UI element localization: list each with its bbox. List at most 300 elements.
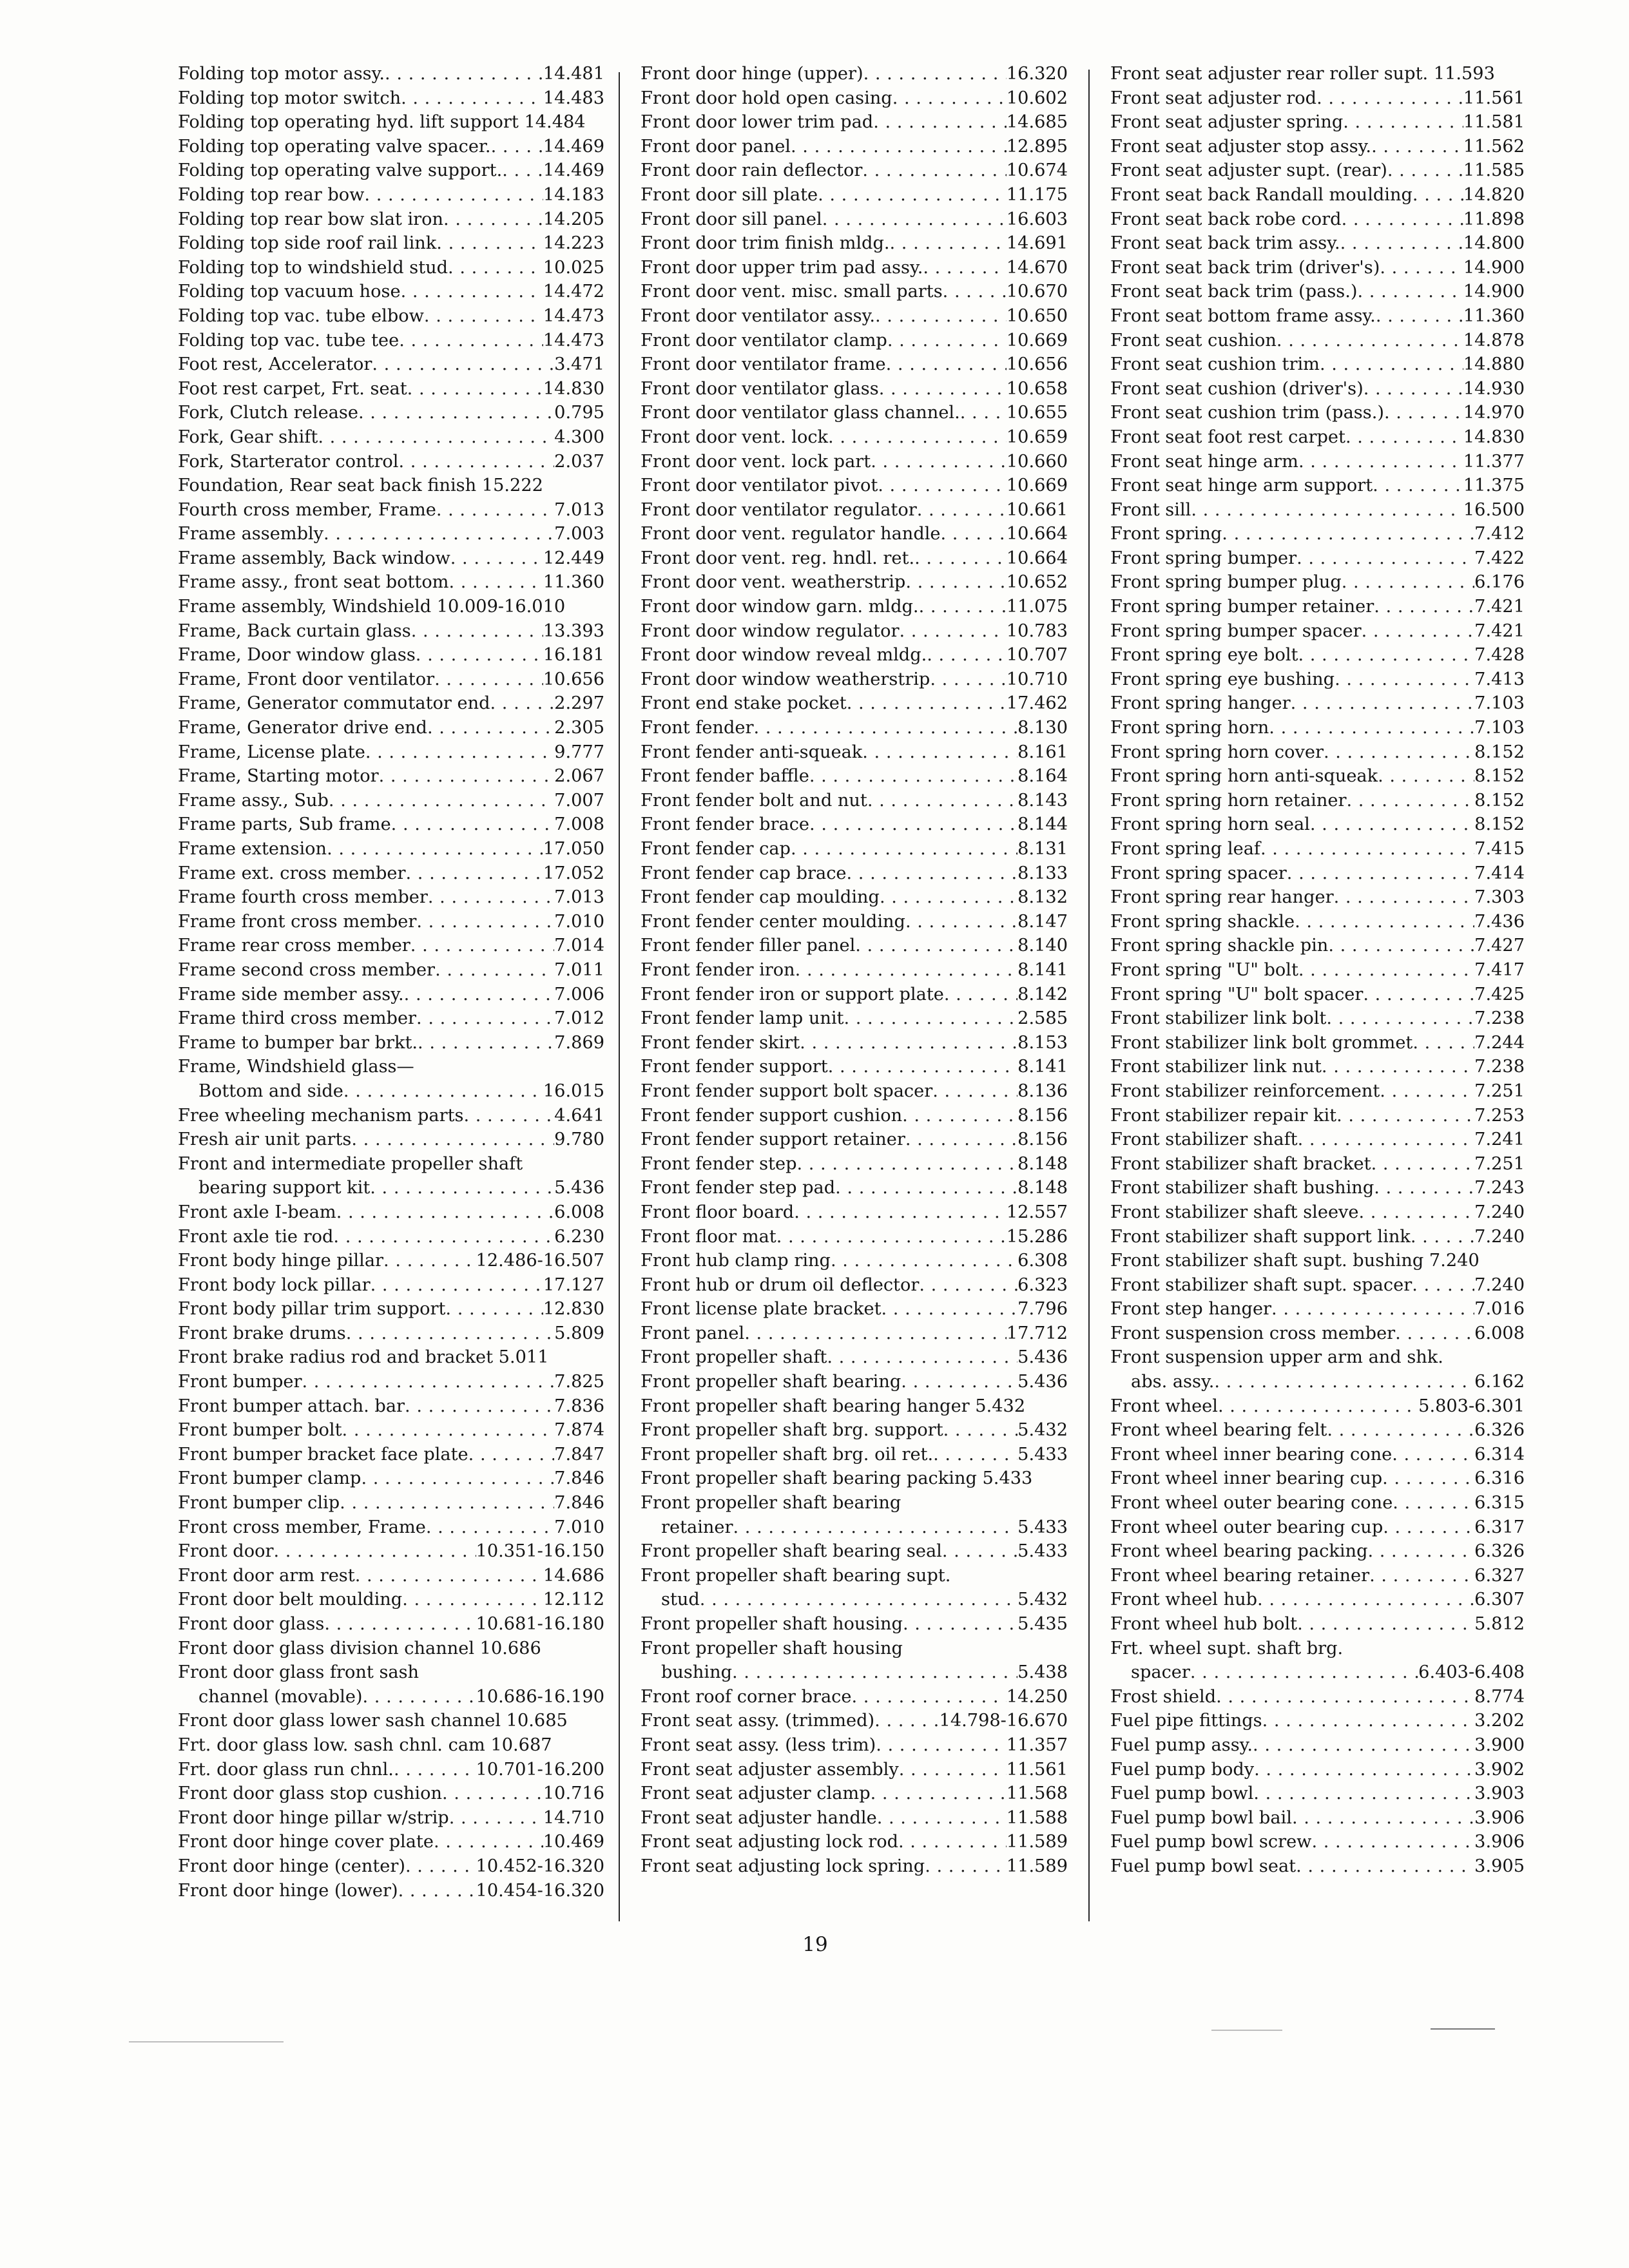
entry-reference: 7.415 bbox=[1474, 839, 1525, 859]
dot-leader bbox=[1296, 546, 1474, 571]
entry-name: Folding top rear bow bbox=[178, 184, 365, 205]
dot-leader bbox=[862, 740, 1017, 765]
entry-name: Front seat cushion trim (pass.) bbox=[1110, 403, 1384, 423]
entry-reference: 12.557 bbox=[1006, 1202, 1068, 1222]
entry-reference: 10.664 bbox=[1006, 548, 1068, 568]
entry-name: Front brake drums bbox=[178, 1323, 346, 1343]
dot-leader bbox=[385, 62, 543, 86]
index-entry bbox=[178, 522, 604, 546]
entry-name: Front door ventilator frame bbox=[641, 354, 886, 375]
dot-leader bbox=[1363, 983, 1474, 1007]
dot-leader bbox=[1343, 110, 1463, 135]
index-entry bbox=[178, 1297, 604, 1321]
entry-reference: 10.661 bbox=[1006, 499, 1068, 520]
index-entry bbox=[641, 1104, 1068, 1128]
dot-leader bbox=[273, 1539, 476, 1564]
index-entry bbox=[641, 716, 1068, 740]
entry-name: Front spring bumper spacer bbox=[1110, 620, 1362, 641]
index-entry bbox=[641, 764, 1068, 789]
entry-reference: 6.008 bbox=[554, 1202, 604, 1222]
entry-reference: 8.156 bbox=[1017, 1129, 1068, 1150]
index-entry bbox=[178, 1225, 604, 1249]
entry-reference: 11.589 bbox=[1006, 1832, 1068, 1852]
dot-leader bbox=[333, 1225, 554, 1249]
index-entry bbox=[641, 1321, 1068, 1346]
entry-name: Front bumper attach. bar bbox=[178, 1396, 405, 1416]
dot-leader bbox=[448, 570, 543, 595]
dot-leader bbox=[436, 498, 554, 523]
entry-reference: 8.774 bbox=[1474, 1686, 1525, 1707]
entry-name: Front seat back Randall moulding bbox=[1110, 184, 1412, 205]
entry-name: Front propeller shaft bearing supt. bbox=[641, 1565, 951, 1586]
index-entry bbox=[1110, 1491, 1525, 1515]
index-entry bbox=[178, 329, 604, 353]
entry-name: Front fender support cushion bbox=[641, 1105, 903, 1126]
entry-name: Front door arm rest bbox=[178, 1565, 355, 1586]
dot-leader bbox=[1383, 1515, 1474, 1540]
index-entry bbox=[1110, 159, 1525, 183]
dot-leader bbox=[843, 1006, 1017, 1031]
dot-leader bbox=[1334, 885, 1475, 910]
index-entry bbox=[1110, 595, 1525, 619]
entry-name: Front bumper bolt bbox=[178, 1420, 342, 1441]
dot-leader bbox=[1371, 1152, 1475, 1177]
dot-leader bbox=[372, 352, 554, 377]
index-entry bbox=[641, 1637, 1068, 1661]
entry-reference: 11.375 bbox=[1463, 476, 1525, 496]
dot-leader bbox=[426, 1515, 554, 1540]
dot-leader bbox=[1327, 1418, 1474, 1443]
index-entry bbox=[178, 110, 604, 135]
entry-name: Front spring horn cover bbox=[1110, 742, 1324, 762]
dot-leader bbox=[1395, 1321, 1474, 1346]
entry-reference: 7.428 bbox=[1474, 645, 1525, 666]
entry-name: Front door vent. lock part bbox=[641, 451, 871, 472]
entry-name: Front spring "U" bolt bbox=[1110, 959, 1298, 980]
dot-leader bbox=[1291, 691, 1475, 716]
entry-reference: 14.473 bbox=[543, 305, 604, 326]
index-entry bbox=[641, 1273, 1068, 1298]
entry-name: Front stabilizer link bolt grommet bbox=[1110, 1032, 1413, 1053]
index-entry bbox=[641, 425, 1068, 450]
entry-reference: 5.803-6.301 bbox=[1418, 1396, 1525, 1416]
index-entry bbox=[178, 1491, 604, 1515]
entry-name: Frame assy., Sub bbox=[178, 790, 329, 811]
dot-leader bbox=[405, 1394, 554, 1419]
entry-name: Front door glass bbox=[178, 1614, 325, 1634]
entry-reference: 5.433 bbox=[1017, 1541, 1068, 1562]
entry-name: Front door ventilator clamp bbox=[641, 330, 887, 351]
index-entry bbox=[178, 474, 604, 498]
dot-leader bbox=[923, 256, 1007, 280]
index-entry bbox=[1110, 1588, 1525, 1612]
dot-leader bbox=[1254, 1758, 1474, 1782]
entry-reference: 14.878 bbox=[1463, 330, 1525, 351]
entry-name: Front seat cushion trim bbox=[1110, 354, 1320, 375]
index-entry bbox=[178, 256, 604, 280]
entry-name: Front fender support retainer bbox=[641, 1129, 905, 1150]
dot-leader bbox=[1374, 1176, 1474, 1200]
index-entry bbox=[178, 1466, 604, 1491]
entry-name: Front body pillar trim support bbox=[178, 1299, 446, 1320]
entry-reference: 3.903 bbox=[1474, 1783, 1525, 1804]
dot-leader bbox=[890, 231, 1007, 256]
entry-name: Frt. door glass run chnl. bbox=[178, 1759, 394, 1780]
index-entry bbox=[1110, 885, 1525, 910]
index-entry bbox=[641, 135, 1068, 159]
entry-name: Front door ventilator glass bbox=[641, 378, 879, 399]
index-entry bbox=[641, 740, 1068, 765]
entry-name: Folding top side roof rail link bbox=[178, 233, 437, 254]
dot-leader bbox=[343, 1079, 543, 1104]
dot-leader bbox=[424, 304, 543, 329]
dot-leader bbox=[827, 1345, 1017, 1370]
entry-reference: 7.836 bbox=[554, 1396, 604, 1416]
dot-leader bbox=[871, 1782, 1007, 1806]
entry-name: Front door hinge (lower) bbox=[178, 1880, 398, 1901]
entry-name: retainer bbox=[661, 1517, 733, 1537]
entry-name: Front fender bbox=[641, 718, 754, 738]
dot-leader bbox=[1298, 958, 1474, 983]
entry-name: Front end stake pocket bbox=[641, 693, 847, 714]
index-entry bbox=[178, 1879, 604, 1903]
entry-name: Front seat cushion (driver's) bbox=[1110, 378, 1364, 399]
index-entry bbox=[1110, 304, 1525, 329]
dot-leader bbox=[1364, 377, 1463, 401]
entry-reference: 6.403-6.408 bbox=[1418, 1662, 1525, 1683]
index-entry bbox=[641, 1564, 1068, 1588]
index-entry bbox=[641, 983, 1068, 1007]
dot-leader bbox=[828, 1055, 1017, 1079]
index-entry bbox=[178, 231, 604, 256]
entry-name: Front seat adjuster spring bbox=[1110, 112, 1344, 133]
dot-leader bbox=[1269, 716, 1474, 740]
entry-reference: 7.238 bbox=[1474, 1008, 1525, 1029]
entry-reference: 14.800 bbox=[1463, 233, 1525, 254]
index-entry bbox=[641, 837, 1068, 861]
index-entry bbox=[1110, 1660, 1525, 1685]
entry-name: Front floor board bbox=[641, 1202, 795, 1222]
entry-reference: 7.846 bbox=[554, 1493, 604, 1514]
entry-reference: 7.010 bbox=[554, 1517, 604, 1537]
index-entry bbox=[641, 1612, 1068, 1637]
index-entry bbox=[1110, 352, 1525, 377]
index-entry bbox=[178, 135, 604, 159]
dot-leader bbox=[427, 716, 554, 740]
index-entry bbox=[641, 619, 1068, 644]
entry-name: Front stabilizer shaft bbox=[1110, 1129, 1298, 1150]
entry-name: Front propeller shaft bearing seal bbox=[641, 1541, 942, 1562]
dot-leader bbox=[468, 1443, 555, 1467]
entry-reference: 11.588 bbox=[1006, 1807, 1068, 1828]
index-entry bbox=[641, 958, 1068, 983]
index-entry bbox=[178, 1394, 604, 1419]
entry-name: Folding top vac. tube tee bbox=[178, 330, 400, 351]
dot-leader bbox=[795, 958, 1017, 983]
entry-reference: 10.602 bbox=[1006, 88, 1068, 108]
entry-name: Front bumper bbox=[178, 1372, 302, 1392]
index-entry bbox=[178, 352, 604, 377]
index-entry bbox=[1110, 1394, 1525, 1419]
entry-reference: 6.326 bbox=[1474, 1420, 1525, 1441]
entry-reference: 15.286 bbox=[1006, 1226, 1068, 1247]
index-entry bbox=[1110, 1782, 1525, 1806]
index-entry bbox=[1110, 1806, 1525, 1831]
entry-name: Frost shield bbox=[1110, 1686, 1217, 1707]
dot-leader bbox=[1335, 668, 1474, 692]
index-entry bbox=[641, 329, 1068, 353]
entry-name: Front fender support bbox=[641, 1057, 828, 1077]
index-entry bbox=[1110, 1758, 1525, 1782]
entry-reference: 8.133 bbox=[1017, 863, 1068, 883]
index-entry bbox=[641, 183, 1068, 207]
dot-leader bbox=[1378, 764, 1474, 789]
entry-name: spacer bbox=[1131, 1662, 1190, 1683]
index-entry bbox=[178, 62, 604, 86]
entry-name: Front propeller shaft housing bbox=[641, 1614, 903, 1634]
index-entry bbox=[1110, 546, 1525, 571]
entry-name: Front spring horn seal bbox=[1110, 814, 1310, 835]
entry-name: Frame, Back curtain glass bbox=[178, 620, 411, 641]
entry-reference: 7.008 bbox=[554, 814, 604, 835]
scan-artifact-line bbox=[1431, 2028, 1495, 2030]
entry-name: Frame assy., front seat bottom bbox=[178, 572, 449, 593]
entry-reference: 5.435 bbox=[1017, 1614, 1068, 1634]
entry-reference: 11.562 bbox=[1463, 136, 1525, 157]
entry-name: Foundation, Rear seat back finish 15.222 bbox=[178, 476, 543, 496]
entry-name: Frame side member assy. bbox=[178, 984, 404, 1004]
index-entry bbox=[641, 256, 1068, 280]
dot-leader bbox=[1393, 1491, 1474, 1515]
entry-name: Frt. door glass low. sash chnl. cam 10.687 bbox=[178, 1735, 552, 1755]
dot-leader bbox=[822, 207, 1007, 232]
index-entry bbox=[1110, 1031, 1525, 1055]
dot-leader bbox=[1297, 1612, 1474, 1637]
dot-leader bbox=[435, 958, 554, 983]
entry-name: Front brake radius rod and bracket 5.011 bbox=[178, 1347, 549, 1368]
index-entry bbox=[1110, 1709, 1525, 1733]
dot-leader bbox=[1316, 86, 1463, 111]
entry-reference: 14.183 bbox=[543, 184, 604, 205]
entry-name: Front seat adjuster stop assy. bbox=[1110, 136, 1372, 157]
entry-reference: 8.141 bbox=[1017, 959, 1068, 980]
dot-leader bbox=[402, 1588, 543, 1612]
dot-leader bbox=[370, 1176, 554, 1200]
entry-reference: 11.581 bbox=[1463, 112, 1525, 133]
entry-reference: 10.656 bbox=[543, 669, 604, 689]
dot-leader bbox=[733, 1515, 1018, 1540]
dot-leader bbox=[1320, 352, 1463, 377]
dot-leader bbox=[351, 1128, 554, 1152]
dot-leader bbox=[404, 983, 555, 1007]
index-entry bbox=[641, 1394, 1068, 1419]
dot-leader bbox=[323, 522, 554, 546]
entry-reference: 6.317 bbox=[1474, 1517, 1525, 1537]
dot-leader bbox=[831, 1249, 1017, 1273]
dot-leader bbox=[877, 1806, 1007, 1831]
entry-reference: 10.710 bbox=[1006, 669, 1068, 689]
index-entry bbox=[641, 110, 1068, 135]
dot-leader bbox=[886, 352, 1007, 377]
index-entry bbox=[1110, 231, 1525, 256]
index-entry bbox=[178, 691, 604, 716]
entry-reference: 7.016 bbox=[1474, 1299, 1525, 1320]
dot-leader bbox=[871, 450, 1007, 474]
index-entry bbox=[178, 1854, 604, 1879]
entry-name: Front door hinge (center) bbox=[178, 1856, 405, 1876]
index-entry bbox=[641, 86, 1068, 111]
entry-name: Front door sill plate bbox=[641, 184, 818, 205]
index-entry bbox=[641, 910, 1068, 934]
index-entry bbox=[1110, 958, 1525, 983]
dot-leader bbox=[490, 691, 555, 716]
index-entry bbox=[178, 1370, 604, 1394]
index-entry bbox=[1110, 183, 1525, 207]
entry-name: Front seat adjusting lock spring bbox=[641, 1856, 925, 1876]
dot-leader bbox=[919, 1273, 1017, 1298]
entry-name: Front stabilizer link bolt bbox=[1110, 1008, 1327, 1029]
entry-reference: 10.452-16.320 bbox=[476, 1856, 604, 1876]
dot-leader bbox=[791, 135, 1007, 159]
index-entry bbox=[1110, 1128, 1525, 1152]
dot-leader bbox=[800, 1031, 1017, 1055]
index-entry bbox=[641, 1055, 1068, 1079]
index-entry bbox=[178, 1176, 604, 1200]
index-entry bbox=[1110, 570, 1525, 595]
index-entry bbox=[641, 450, 1068, 474]
entry-reference: 6.307 bbox=[1474, 1590, 1525, 1610]
entry-name: Front door belt moulding bbox=[178, 1590, 403, 1610]
entry-reference: 16.015 bbox=[543, 1081, 604, 1101]
entry-reference: 14.670 bbox=[1006, 257, 1068, 278]
index-entry bbox=[178, 1685, 604, 1709]
index-entry bbox=[1110, 1321, 1525, 1346]
entry-reference: 7.425 bbox=[1474, 984, 1525, 1004]
entry-name: Front axle I-beam bbox=[178, 1202, 336, 1222]
entry-name: Front fender lamp unit bbox=[641, 1008, 844, 1029]
dot-leader bbox=[744, 1321, 1007, 1346]
index-entry bbox=[1110, 1612, 1525, 1637]
dot-leader bbox=[436, 231, 543, 256]
entry-reference: 14.472 bbox=[543, 282, 604, 302]
entry-reference: 6.230 bbox=[554, 1226, 604, 1247]
entry-name: Front seat adjuster handle bbox=[641, 1807, 877, 1828]
index-entry bbox=[641, 1345, 1068, 1370]
entry-reference: 14.970 bbox=[1463, 403, 1525, 423]
dot-leader bbox=[405, 1854, 476, 1879]
index-entry bbox=[1110, 934, 1525, 958]
dot-leader bbox=[336, 1200, 554, 1225]
index-entry bbox=[178, 401, 604, 425]
index-entry bbox=[178, 1733, 604, 1758]
entry-reference: 12.486-16.507 bbox=[476, 1251, 604, 1271]
index-entry bbox=[178, 740, 604, 765]
index-entry bbox=[178, 1345, 604, 1370]
index-entry bbox=[1110, 62, 1525, 86]
entry-name: Front propeller shaft bearing hanger 5.432 bbox=[641, 1396, 1026, 1416]
entry-name: Frame, Starting motor bbox=[178, 766, 379, 787]
entry-name: Front seat adjuster supt. (rear) bbox=[1110, 160, 1387, 181]
entry-name: Front body hinge pillar bbox=[178, 1251, 384, 1271]
entry-name: Front door rain deflector bbox=[641, 160, 863, 181]
entry-name: Front wheel inner bearing cone bbox=[1110, 1444, 1393, 1465]
entry-reference: 7.007 bbox=[554, 790, 604, 811]
entry-name: Front spring spacer bbox=[1110, 863, 1287, 883]
entry-reference: 7.103 bbox=[1474, 693, 1525, 714]
dot-leader bbox=[401, 86, 543, 111]
entry-name: Folding top rear bow slat iron bbox=[178, 209, 444, 229]
dot-leader bbox=[1328, 934, 1474, 958]
dot-leader bbox=[1295, 910, 1474, 934]
entry-name: channel (movable) bbox=[198, 1686, 363, 1707]
entry-reference: 14.830 bbox=[543, 378, 604, 399]
entry-name: Fuel pump bowl screw bbox=[1110, 1832, 1312, 1852]
entry-reference: 14.483 bbox=[543, 88, 604, 108]
entry-name: Front stabilizer shaft bracket bbox=[1110, 1153, 1371, 1174]
entry-reference: 7.244 bbox=[1474, 1032, 1525, 1053]
entry-reference: 11.360 bbox=[543, 572, 604, 593]
entry-name: Fuel pump bowl bbox=[1110, 1783, 1254, 1804]
dot-leader bbox=[899, 1758, 1007, 1782]
dot-leader bbox=[1374, 595, 1474, 619]
index-entry bbox=[641, 1466, 1068, 1491]
entry-reference: 7.303 bbox=[1474, 887, 1525, 908]
entry-name: Front door ventilator glass channel. bbox=[641, 403, 960, 423]
entry-reference: 2.585 bbox=[1017, 1008, 1068, 1029]
dot-leader bbox=[899, 619, 1006, 644]
index-entry bbox=[178, 1709, 604, 1733]
index-entry bbox=[641, 1685, 1068, 1709]
entry-name: Front propeller shaft bearing packing 5.433 bbox=[641, 1468, 1033, 1489]
dot-leader bbox=[901, 1370, 1017, 1394]
entry-name: Front fender skirt bbox=[641, 1032, 800, 1053]
entry-name: Frame assembly, Back window bbox=[178, 548, 450, 568]
entry-reference: 3.900 bbox=[1474, 1735, 1525, 1755]
index-entry bbox=[1110, 619, 1525, 644]
index-entry bbox=[178, 1660, 604, 1685]
dot-leader bbox=[1411, 1225, 1474, 1249]
dot-leader bbox=[1371, 135, 1463, 159]
dot-leader bbox=[449, 1806, 543, 1831]
entry-reference: 10.025 bbox=[543, 257, 604, 278]
index-entry bbox=[1110, 1297, 1525, 1321]
entry-reference: 7.846 bbox=[554, 1468, 604, 1489]
entry-reference: 5.436 bbox=[1017, 1347, 1068, 1368]
index-entry bbox=[178, 1273, 604, 1298]
dot-leader bbox=[852, 1685, 1007, 1709]
entry-name: Frame fourth cross member bbox=[178, 887, 428, 908]
entry-reference: 8.161 bbox=[1017, 742, 1068, 762]
index-entry bbox=[178, 934, 604, 958]
index-entry bbox=[178, 280, 604, 304]
index-entry bbox=[1110, 1176, 1525, 1200]
entry-name: Frame to bumper bar brkt. bbox=[178, 1032, 418, 1053]
entry-reference: 8.156 bbox=[1017, 1105, 1068, 1126]
dot-leader bbox=[874, 1709, 939, 1733]
index-entry bbox=[641, 595, 1068, 619]
dot-leader bbox=[933, 1443, 1017, 1467]
entry-name: Frame parts, Sub frame bbox=[178, 814, 391, 835]
entry-name: Front spring bumper retainer bbox=[1110, 597, 1374, 617]
entry-reference: 8.142 bbox=[1017, 984, 1068, 1004]
dot-leader bbox=[1384, 401, 1463, 425]
dot-leader bbox=[1342, 570, 1474, 595]
dot-leader bbox=[401, 280, 543, 304]
dot-leader bbox=[875, 304, 1007, 329]
entry-reference: 7.251 bbox=[1474, 1081, 1525, 1101]
entry-reference: 7.240 bbox=[1474, 1226, 1525, 1247]
dot-leader bbox=[1322, 1055, 1474, 1079]
